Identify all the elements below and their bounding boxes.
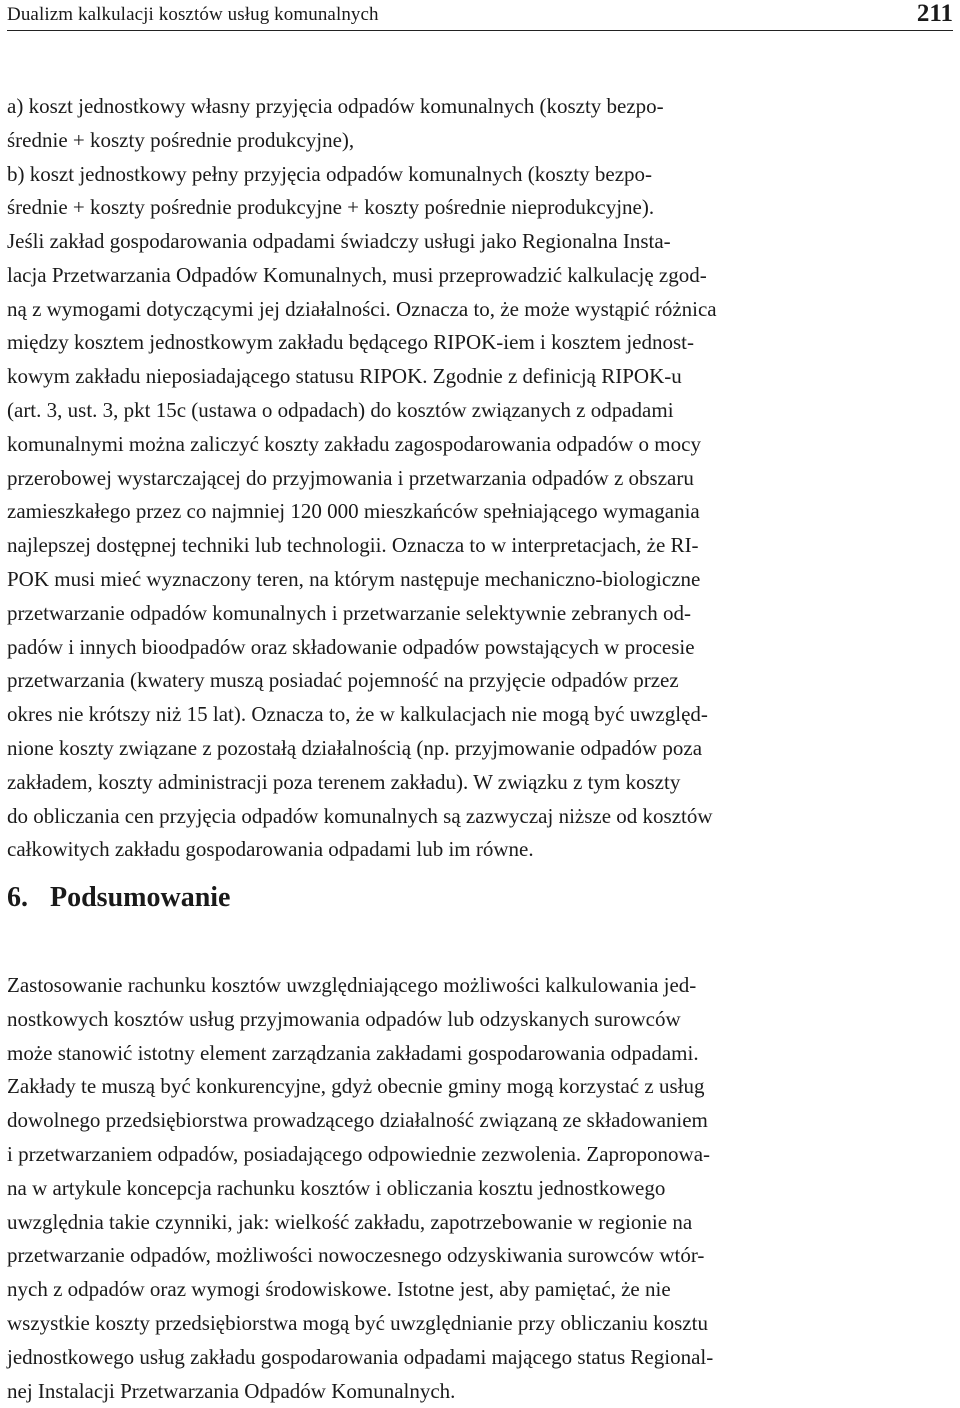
ripok-paragraph: Jeśli zakład gospodarowania odpadami świadczy usługi jako Regionalna Insta- lacja Przetwarzania Odpadów Komunalnych, musi przeprowadzić kalkulację zgod- ną z wymogami dotyczącymi jej działalności. Oznacza to, że może wystąpić różnica między kosztem jednostkowym zakładu będącego RIPOK-iem i kosztem jednost- kowym zakładu nieposiadającego statusu RIPOK. Zgodnie z definicją RIPOK-u (art. 3, ust. 3, pkt 15c (ustawa o odpadach) do kosztów związanych z odpadami komunalnymi można zaliczyć koszty zakładu zagospodarowania odpadów o mocy przerobowej wystarczającej do przyjmowania i przetwarzania odpadów z obszaru zamieszkałego przez co najmniej 120 000 mieszkańców spełniającego wymagania najlepszej dostępnej techniki lub technologii. Oznacza to w interpretacjach, że RI- POK musi mieć wyznaczony teren, na którym następuje mechaniczno-biologiczne przetwarzanie odpadów komunalnych i przetwarzanie selektywnie zebranych od- padów i innych bioodpadów oraz składowanie odpadów powstających w procesie przetwarzania (kwatery muszą posiadać pojemność na przyjęcie odpadów przez okres nie krótszy niż 15 lat). Oznacza to, że w kalkulacjach nie mogą być uwzględ- nione koszty związane z pozostałą działalnością (np. przyjmowanie odpadów poza zakładem, koszty administracji poza terenem zakładu). W związku z tym koszty do obliczania cen przyjęcia odpadów komunalnych są zazwyczaj niższe od kosztów całkowitych zakładu gospodarowania odpadami lub im równe. — [7, 229, 717, 862]
section-heading — [7, 880, 230, 916]
running-title: Dualizm kalkulacji kosztów usług komunalnych — [7, 4, 379, 25]
section-number: 6. — [7, 882, 28, 913]
section-title: Podsumowanie — [50, 882, 231, 913]
page-number: 211 — [916, 0, 953, 27]
cost-types-list-paragraph: a) koszt jednostkowy własny przyjęcia odpadów komunalnych (koszty bezpo- średnie + koszty pośrednie produkcyjne), b) koszt jednostkowy pełny przyjęcia odpadów komunalnych (koszty bezpo- średnie + koszty pośrednie produkcyjne + koszty pośrednie nieprodukcyjne). — [7, 94, 664, 220]
summary-paragraph: Zastosowanie rachunku kosztów uwzględniającego możliwości kalkulowania jed- nostkowych kosztów usług przyjmowania odpadów lub odzyskanych surowców może stanowić istotny element zarządzania zakładami gospodarowania odpadami. Zakłady te muszą być konkurencyjne, gdyż obecnie gminy mogą korzystać z usług dowolnego przedsiębiorstwa prowadzącego działalność związaną ze składowaniem i przetwarzaniem odpadów, posiadającego odpowiednie zezwolenia. Zaproponowa- na w artykule koncepcja rachunku kosztów i obliczania kosztu jednostkowego uwzględnia takie czynniki, jak: wielkość zakładu, zapotrzebowanie w regionie na przetwarzanie odpadów, możliwości nowoczesnego odzyskiwania surowców wtór- nych z odpadów oraz wymogi środowiskowe. Istotne jest, aby pamiętać, że nie wszystkie koszty przedsiębiorstwa mogą być uwzględnianie przy obliczaniu kosztu jednostkowego usług zakładu gospodarowania odpadami mającego status Regional- nej Instalacji Przetwarzania Odpadów Komunalnych. — [7, 973, 714, 1403]
running-header — [7, 0, 953, 31]
